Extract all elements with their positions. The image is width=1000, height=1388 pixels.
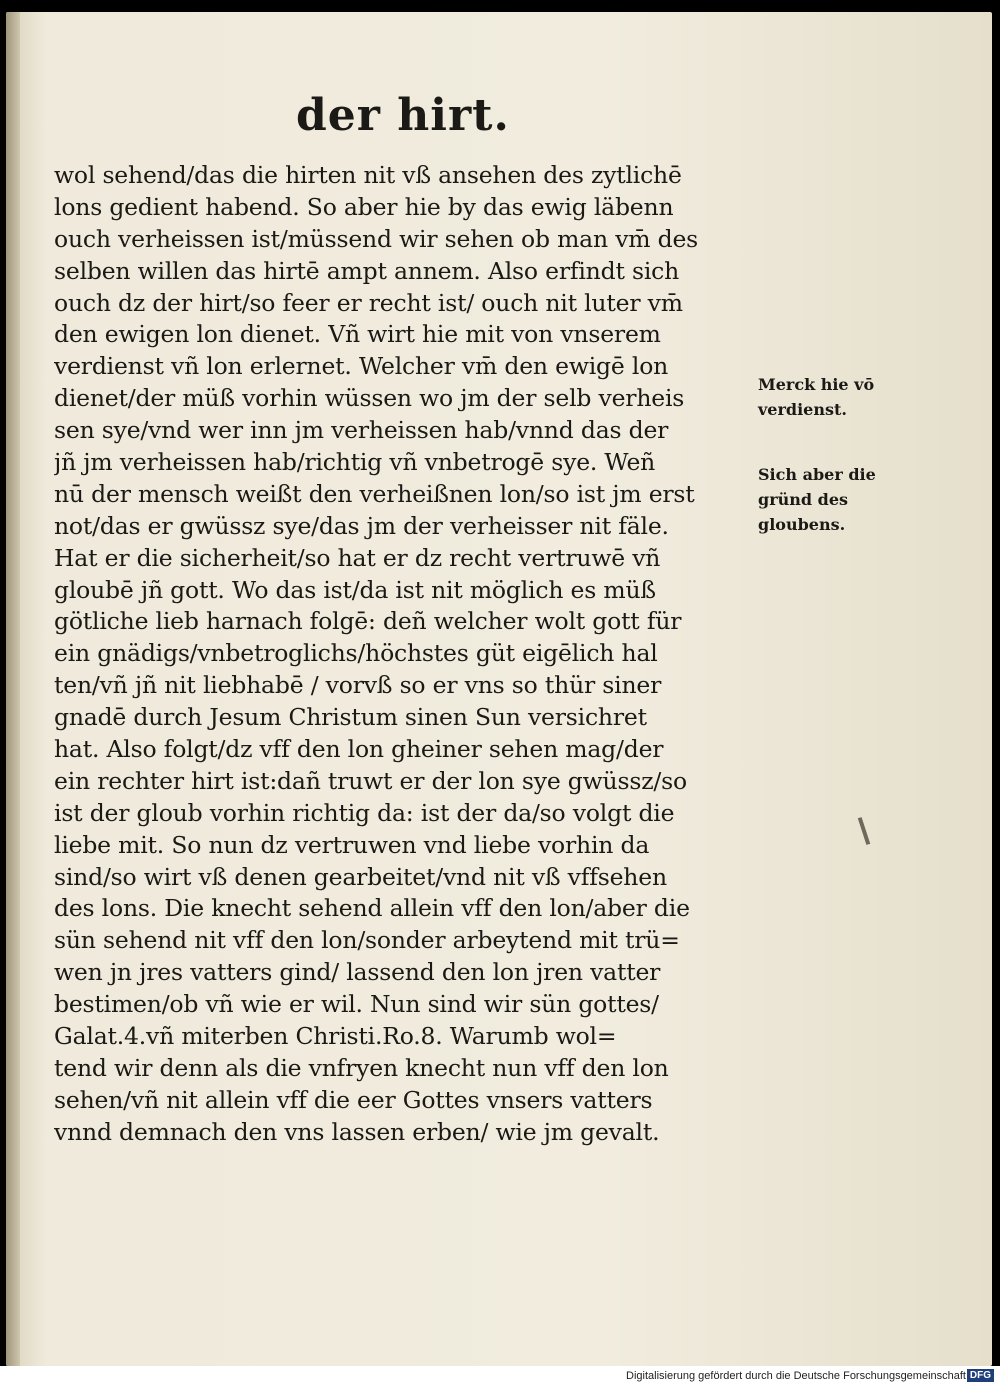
text-line: vnnd demnach den vns lassen erben/ wie jm gevalt. <box>54 1117 660 1146</box>
text-line: verdienst vñ lon erlernet. Welcher vm̄ den ewigē lon <box>54 352 669 381</box>
running-head: der hirt. <box>296 90 510 141</box>
text-line: des lons. Die knecht sehend allein vff den lon/aber die <box>54 894 690 923</box>
marginal-note-line: Sich aber die <box>758 465 876 484</box>
ink-mark <box>858 817 870 845</box>
text-line: lons gedient habend. So aber hie by das ewig läbenn <box>54 192 674 221</box>
text-line: sehen/vñ nit allein vff die eer Gottes vnsers vatters <box>54 1085 653 1114</box>
marginal-note-line: Merck hie vō <box>758 375 875 394</box>
text-line: nū der mensch weißt den verheißnen lon/so ist jm erst <box>54 479 695 508</box>
text-line: ouch dz der hirt/so feer er recht ist/ ouch nit luter vm̄ <box>54 288 683 317</box>
text-line: bestimen/ob vñ wie er wil. Nun sind wir sün gottes/ <box>54 990 659 1019</box>
dfg-logo: DFG <box>967 1369 994 1382</box>
text-line: dienet/der müß vorhin wüssen wo jm der selb verheis <box>54 384 685 413</box>
footer-bar <box>0 1366 1000 1388</box>
text-line: liebe mit. So nun dz vertruwen vnd liebe vorhin da <box>54 830 650 859</box>
text-line: hat. Also folgt/dz vff den lon gheiner sehen mag/der <box>54 735 664 764</box>
text-line: tend wir denn als die vnfryen knecht nun vff den lon <box>54 1053 669 1082</box>
text-line: not/das er gwüssz sye/das jm der verheisser nit fäle. <box>54 511 669 540</box>
marginal-note <box>758 372 874 422</box>
marginal-note-line: verdienst. <box>758 400 847 419</box>
text-line: ouch verheissen ist/müssend wir sehen ob man vm̄ des <box>54 224 699 253</box>
text-line: götliche lieb harnach folgē: deñ welcher wolt gott für <box>54 607 682 636</box>
funding-credit: Digitalisierung gefördert durch die Deutsche Forschungsgemeinschaft <box>626 1370 966 1382</box>
text-line: den ewigen lon dienet. Vñ wirt hie mit von vnserem <box>54 320 661 349</box>
text-line: gloubē jñ gott. Wo das ist/da ist nit möglich es müß <box>54 575 656 604</box>
text-line: sen sye/vnd wer inn jm verheissen hab/vnnd das der <box>54 416 669 445</box>
marginal-note-line: gloubens. <box>758 515 846 534</box>
text-line: sün sehend nit vff den lon/sonder arbeytend mit trü= <box>54 926 680 955</box>
text-line: Galat.4.vñ miterben Christi.Ro.8. Warumb wol= <box>54 1022 617 1051</box>
text-line: ein gnädigs/vnbetroglichs/höchstes güt eigēlich hal <box>54 639 658 668</box>
text-line: Hat er die sicherheit/so hat er dz recht vertruwē vñ <box>54 543 661 572</box>
text-line: sind/so wirt vß denen gearbeitet/vnd nit vß vffsehen <box>54 862 667 891</box>
marginal-note <box>758 462 876 537</box>
page-gutter <box>6 12 20 1366</box>
text-line: ein rechter hirt ist:dañ truwt er der lon sye gwüssz/so <box>54 766 687 795</box>
book-page <box>6 12 992 1366</box>
text-line: wol sehend/das die hirten nit vß ansehen des zytlichē <box>54 161 682 189</box>
text-line: wen jn jres vatters gind/ lassend den lon jren vatter <box>54 958 661 987</box>
text-line: selben willen das hirtē ampt annem. Also erfindt sich <box>54 256 680 285</box>
body-text <box>54 160 754 1149</box>
text-line: ist der gloub vorhin richtig da: ist der da/so volgt die <box>54 798 675 827</box>
text-line: jñ jm verheissen hab/richtig vñ vnbetrogē sye. Weñ <box>54 448 656 477</box>
marginal-note-line: gründ des <box>758 490 849 509</box>
text-line: ten/vñ jñ nit liebhabē / vorvß so er vns so thür siner <box>54 671 662 700</box>
text-line: gnadē durch Jesum Christum sinen Sun versichret <box>54 703 647 732</box>
